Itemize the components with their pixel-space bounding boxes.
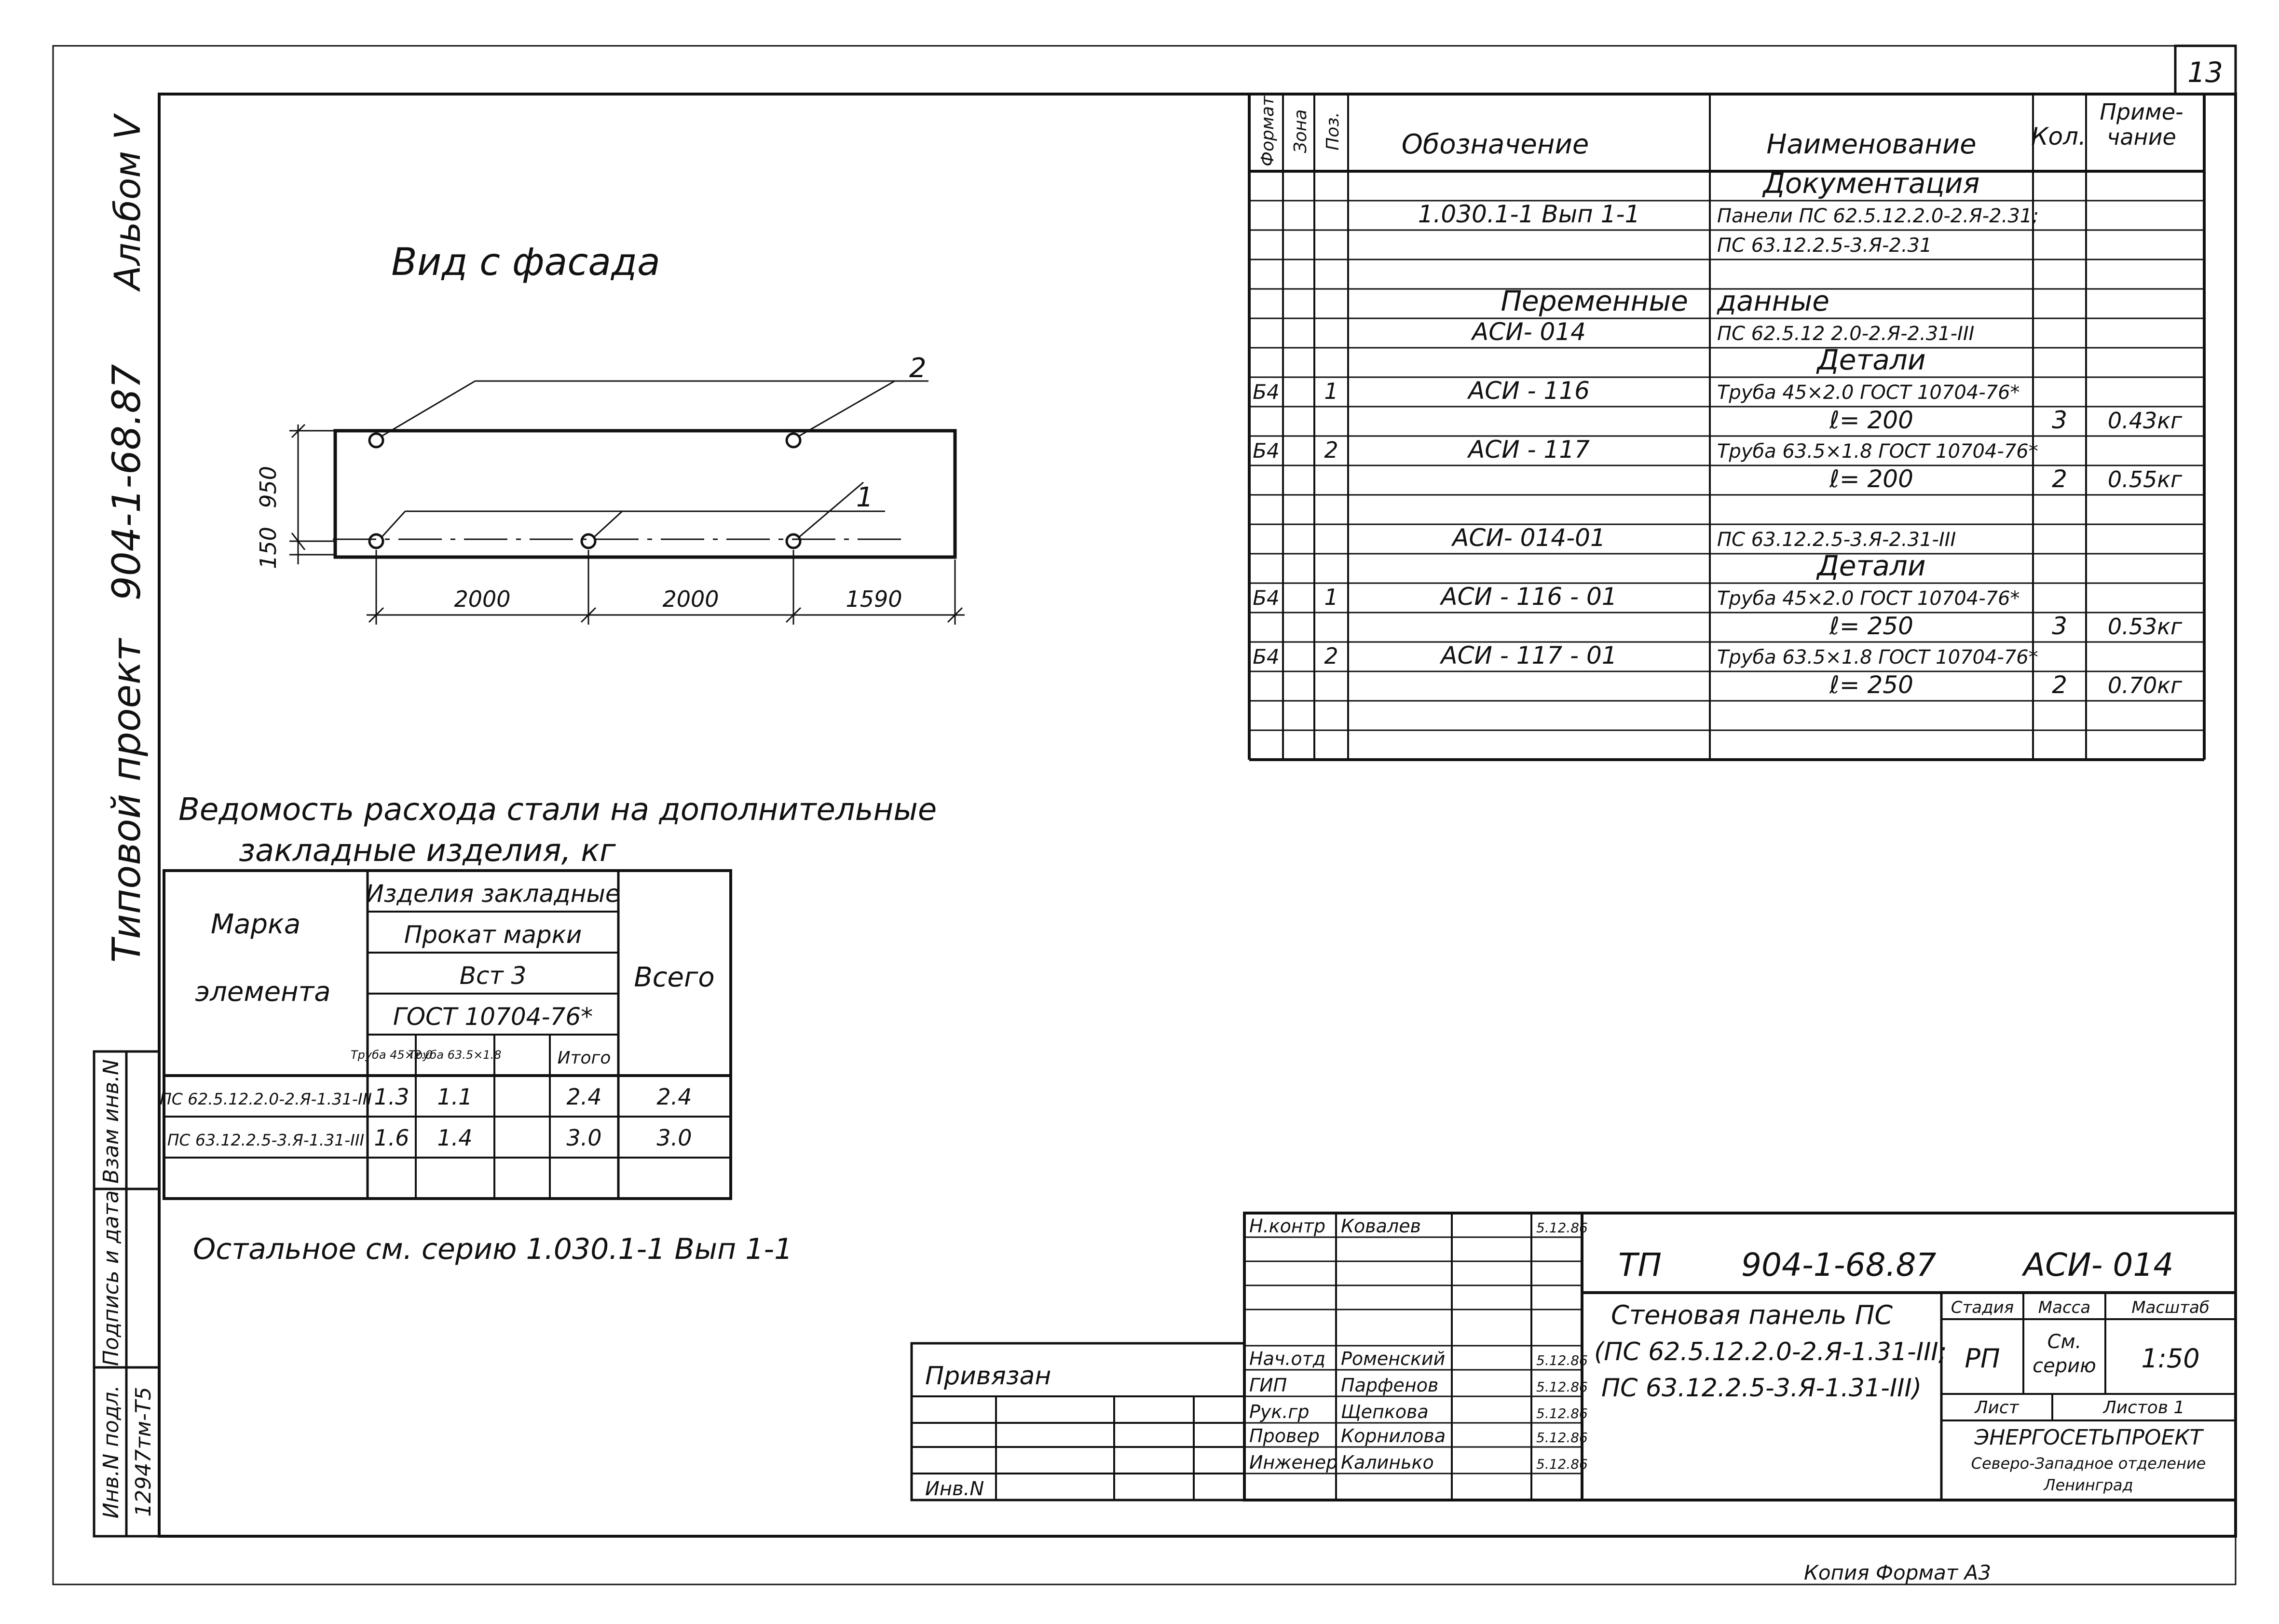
spec-cell-name: Труба 63.5×1.8 ГОСТ 10704-76* xyxy=(1717,646,2038,669)
project-code-vertical: 904-1-68.87 xyxy=(104,364,149,601)
tb-mass-value-1: См. xyxy=(2047,1331,2082,1353)
spec-header-note-2: чание xyxy=(2107,124,2176,150)
tb-desc-2: (ПС 62.5.12.2.0-2.Я-1.31-III; xyxy=(1594,1337,1947,1366)
spec-cell-designation: Переменные xyxy=(1501,285,1688,317)
spec-cell-designation: АСИ - 117 - 01 xyxy=(1441,641,1617,669)
spec-cell-name: Труба 63.5×1.8 ГОСТ 10704-76* xyxy=(1717,440,2038,463)
tb-date: 5.12.86 xyxy=(1536,1456,1588,1472)
spec-cell-note: 0.70кг xyxy=(2107,672,2183,698)
tb-sheet-header: Лист xyxy=(1975,1398,2019,1418)
pipe-marker xyxy=(369,434,383,447)
spec-cell-name: ℓ= 200 xyxy=(1829,406,1913,434)
pipe-marker xyxy=(787,534,800,548)
tb-name: Парфенов xyxy=(1341,1375,1439,1396)
dim-2000-a: 2000 xyxy=(454,586,511,612)
tb-code-tp: ТП xyxy=(1618,1246,1662,1283)
tb-name: Калинько xyxy=(1341,1452,1434,1473)
steel-h-pipe1: Труба 45×2.0 xyxy=(350,1048,433,1062)
tb-org-2: Северо-Западное отделение xyxy=(1971,1454,2206,1473)
side-strip xyxy=(104,113,149,962)
steel-row-total: 3.0 xyxy=(566,1125,602,1151)
tb-code-asi: АСИ- 014 xyxy=(2023,1246,2174,1283)
steel-h-mark-2: элемента xyxy=(195,976,331,1008)
steel-h-gost: ГОСТ 10704-76* xyxy=(393,1003,593,1031)
tb-role: Инженер xyxy=(1249,1452,1338,1473)
tb-name: Роменский xyxy=(1341,1348,1446,1369)
tb-date: 5.12.86 xyxy=(1536,1220,1588,1236)
spec-cell-pos: 1 xyxy=(1324,584,1338,610)
title-block-people xyxy=(1249,1215,1588,1473)
tb-role: ГИП xyxy=(1249,1375,1287,1396)
spec-header-name: Наименование xyxy=(1766,129,1977,160)
steel-h-mark-1: Марка xyxy=(210,909,301,940)
steel-row-total: 2.4 xyxy=(566,1084,602,1110)
sheet-number: 13 xyxy=(2187,56,2223,89)
tb-name: Корнилова xyxy=(1341,1425,1446,1447)
steel-h-total-all: Всего xyxy=(634,962,715,993)
spec-cell-format: Б4 xyxy=(1253,645,1280,669)
spec-header-pos: Поз. xyxy=(1323,112,1343,150)
footer-text: Копия Формат А3 xyxy=(1804,1561,1992,1584)
spec-header-note-1: Приме- xyxy=(2100,99,2183,125)
dim-2000-b: 2000 xyxy=(662,586,719,612)
tb-scale-header: Масштаб xyxy=(2131,1298,2210,1317)
spec-cell-name: ℓ= 250 xyxy=(1829,612,1913,640)
tb-date: 5.12.86 xyxy=(1536,1430,1588,1446)
spec-cell-qty: 3 xyxy=(2052,406,2067,434)
spec-cell-pos: 2 xyxy=(1324,643,1338,669)
tb-sheets-header: Листов 1 xyxy=(2103,1398,2185,1418)
spec-cell-designation: АСИ- 014 xyxy=(1472,318,1586,346)
dim-1590: 1590 xyxy=(846,586,902,612)
side-cell-inv: Инв.N подл. xyxy=(99,1385,123,1519)
spec-cell-name: ПС 62.5.12 2.0-2.Я-2.31-III xyxy=(1717,323,1975,345)
callout-2: 2 xyxy=(909,353,927,384)
spec-header-zone: Зона xyxy=(1291,109,1310,153)
spec-header-format: Формат xyxy=(1258,96,1278,167)
spec-cell-name: ℓ= 250 xyxy=(1829,671,1913,699)
spec-cell-note: 0.43кг xyxy=(2107,408,2183,434)
spec-cell-name: данные xyxy=(1717,285,1829,317)
dim-950: 950 xyxy=(255,466,281,508)
tb-date: 5.12.86 xyxy=(1536,1379,1588,1395)
tb-name: Ковалев xyxy=(1341,1215,1421,1237)
spec-cell-name: Труба 45×2.0 ГОСТ 10704-76* xyxy=(1717,382,2020,404)
pipe-marker xyxy=(787,434,800,447)
steel-row-mark: ПС 63.12.2.5-3.Я-1.31-III xyxy=(167,1131,365,1149)
tb-code-num: 904-1-68.87 xyxy=(1741,1246,1937,1283)
tb-stage-header: Стадия xyxy=(1951,1298,2014,1317)
tb-date: 5.12.86 xyxy=(1536,1406,1588,1421)
side-cell-vzam: Взам инв.N xyxy=(99,1059,123,1184)
steel-row-pipe1: 1.6 xyxy=(374,1125,409,1151)
spec-cell-name: ПС 63.12.2.5-3.Я-2.31-III xyxy=(1717,529,1956,551)
steel-row-pipe1: 1.3 xyxy=(374,1084,409,1110)
spec-cell-name: Труба 45×2.0 ГОСТ 10704-76* xyxy=(1717,587,2020,610)
steel-row-pipe2: 1.1 xyxy=(437,1084,473,1110)
spec-cell-name: Детали xyxy=(1817,343,1926,376)
steel-row-mark: ПС 62.5.12.2.0-2.Я-1.31-III xyxy=(159,1090,372,1108)
spec-cell-qty: 2 xyxy=(2052,465,2067,493)
spec-header-designation: Обозначение xyxy=(1401,129,1589,160)
note-text: Остальное см. серию 1.030.1-1 Вып 1-1 xyxy=(193,1232,793,1266)
pipe-marker xyxy=(582,534,595,548)
steel-row-pipe2: 1.4 xyxy=(437,1125,473,1151)
facade-title: Вид с фасада xyxy=(391,241,660,284)
project-type-label: Типовой проект xyxy=(104,639,149,963)
spec-cell-designation: АСИ - 117 xyxy=(1468,436,1590,464)
spec-cell-format: Б4 xyxy=(1253,380,1280,404)
steel-table-title-1: Ведомость расхода стали на дополнительные xyxy=(178,792,937,828)
spec-table xyxy=(1253,96,2183,699)
spec-cell-note: 0.53кг xyxy=(2107,614,2183,640)
spec-cell-designation: АСИ - 116 xyxy=(1468,377,1590,405)
pipe-marker xyxy=(369,534,383,548)
spec-cell-name: Детали xyxy=(1817,549,1926,582)
tb-desc-1: Стеновая панель ПС xyxy=(1611,1300,1893,1330)
tb-mass-value-2: серию xyxy=(2033,1355,2096,1377)
steel-h-grade: Вст 3 xyxy=(459,962,527,990)
steel-h-pipe2: Труба 63.5×1.8 xyxy=(408,1048,502,1062)
privyazan-label: Привязан xyxy=(925,1362,1051,1391)
dim-150: 150 xyxy=(255,527,281,569)
spec-cell-designation: АСИ - 116 - 01 xyxy=(1441,583,1617,611)
steel-row-all: 3.0 xyxy=(656,1125,692,1151)
tb-scale-value: 1:50 xyxy=(2141,1343,2200,1374)
spec-cell-designation: 1.030.1-1 Вып 1-1 xyxy=(1418,200,1640,228)
tb-stage-value: РП xyxy=(1965,1343,2000,1374)
spec-header-qty: Кол. xyxy=(2031,123,2086,150)
spec-cell-format: Б4 xyxy=(1253,586,1280,610)
spec-cell-name: Документация xyxy=(1763,167,1980,200)
tb-name: Щепкова xyxy=(1341,1401,1429,1422)
tb-role: Н.контр xyxy=(1249,1215,1325,1237)
tb-role: Провер xyxy=(1249,1425,1320,1447)
spec-cell-format: Б4 xyxy=(1253,439,1280,463)
tb-org-3: Ленинград xyxy=(2044,1476,2133,1494)
spec-cell-pos: 1 xyxy=(1324,378,1338,404)
spec-cell-qty: 2 xyxy=(2052,671,2067,699)
steel-row-all: 2.4 xyxy=(656,1084,692,1110)
spec-cell-name: ℓ= 200 xyxy=(1829,465,1913,493)
callout-1: 1 xyxy=(856,482,873,513)
spec-cell-designation: АСИ- 014-01 xyxy=(1452,524,1606,552)
tb-mass-header: Масса xyxy=(2038,1298,2091,1317)
spec-cell-name: Панели ПС 62.5.12.2.0-2.Я-2.31; xyxy=(1717,205,2039,227)
tb-desc-3: ПС 63.12.2.5-3.Я-1.31-III) xyxy=(1601,1374,1922,1403)
spec-cell-qty: 3 xyxy=(2052,612,2067,640)
tb-role: Нач.отд xyxy=(1249,1348,1326,1369)
steel-table-title-2: закладные изделия, кг xyxy=(239,833,616,869)
spec-cell-pos: 2 xyxy=(1324,437,1338,463)
tb-role: Рук.гр xyxy=(1249,1401,1310,1422)
side-cell-signature: Подпись и дата xyxy=(99,1190,123,1366)
privyazan-inv-label: Инв.N xyxy=(925,1478,984,1500)
side-cell-inv-number: 12947тм-Т5 xyxy=(131,1387,156,1517)
tb-date: 5.12.86 xyxy=(1536,1352,1588,1368)
steel-h-total: Итого xyxy=(557,1048,611,1068)
tb-org-1: ЭНЕРГОСЕТЬПРОЕКТ xyxy=(1974,1425,2203,1450)
spec-cell-name: ПС 63.12.2.5-3.Я-2.31 xyxy=(1717,234,1932,257)
steel-h-rolled: Прокат марки xyxy=(404,921,582,949)
album-label: Альбом V xyxy=(107,115,149,290)
spec-cell-note: 0.55кг xyxy=(2107,466,2183,492)
steel-h-items: Изделия закладные xyxy=(366,880,620,908)
